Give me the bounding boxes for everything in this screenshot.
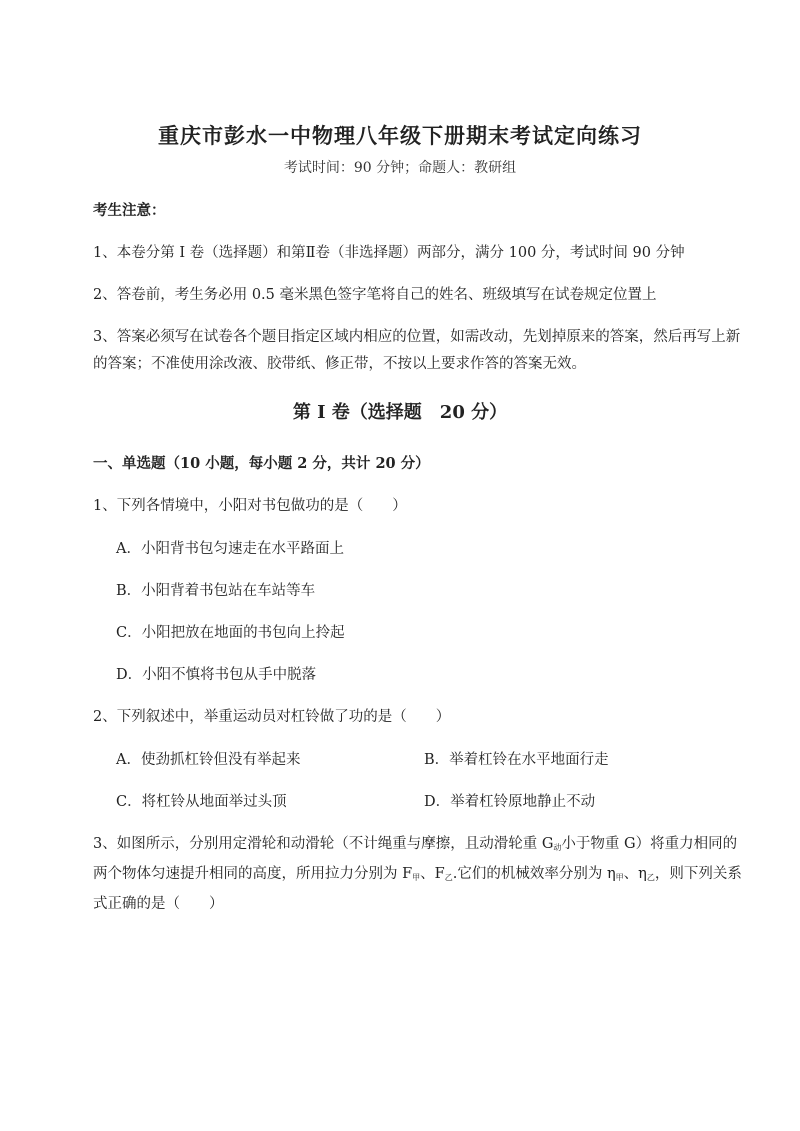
q3-sub-dong: 动 [553,843,562,852]
notice-heading: 考生注意： [93,202,166,219]
question-1-option-b: B．小阳背着书包站在车站等车 [116,583,316,599]
question-2-stem: 2、下列叙述中，举重运动员对杠铃做了功的是（ ） [93,709,451,725]
page-title: 重庆市彭水一中物理八年级下册期末考试定向练习 [158,123,642,148]
question-2-option-b: B．举着杠铃在水平地面行走 [424,752,609,768]
notice-item-1: 1、本卷分第 I 卷（选择题）和第Ⅱ卷（非选择题）两部分，满分 100 分，考试时间 90 分钟 [93,245,685,261]
question-2-option-d: D．举着杠铃原地静止不动 [424,794,596,810]
q3-sub-jia: 甲 [412,873,421,882]
q3-text-5: 、η [623,866,647,882]
q3-sub-jia-2: 甲 [615,873,624,882]
q3-text-3: 、F [420,866,445,882]
question-2-option-c: C．将杠铃从地面举过头顶 [116,794,287,810]
q3-text-6: ，则下列关系式正确的是（ ） [93,866,742,912]
notice-item-2: 2、答卷前，考生务必用 0.5 毫米黑色签字笔将自己的姓名、班级填写在试卷规定位置上 [93,287,657,303]
q3-text-1: 3、如图所示，分别用定滑轮和动滑轮（不计绳重与摩擦，且动滑轮重 G [93,836,554,852]
q3-text-2: 小于物重 G）将重力相同的两个物体匀速提升相同的高度，所用拉力分别为 F [93,836,738,882]
question-2-option-a: A．使劲抓杠铃但没有举起来 [116,752,301,768]
q3-sub-yi-2: 乙 [646,873,655,882]
question-1-option-a: A．小阳背书包匀速走在水平路面上 [116,541,344,557]
exam-info: 考试时间：90 分钟；命题人：教研组 [283,160,517,176]
q3-sub-yi: 乙 [444,873,453,882]
q3-text-4: .它们的机械效率分别为 η [452,866,616,882]
notice-item-3: 3、答案必须写在试卷各个题目指定区域内相应的位置，如需改动，先划掉原来的答案，然后再写上新的答案；不准使用涂改液、胶带纸、修正带，不按以上要求作答的答案无效。 [93,329,741,372]
question-1-stem: 1、下列各情境中，小阳对书包做功的是（ ） [93,498,407,514]
section-title: 第 I 卷（选择题 20 分） [292,402,508,423]
question-3-stem [93,831,748,918]
part-heading: 一、单选题（10 小题，每小题 2 分，共计 20 分） [93,455,430,472]
question-1-option-d: D．小阳不慎将书包从手中脱落 [116,667,317,683]
question-1-option-c: C．小阳把放在地面的书包向上拎起 [116,625,345,641]
